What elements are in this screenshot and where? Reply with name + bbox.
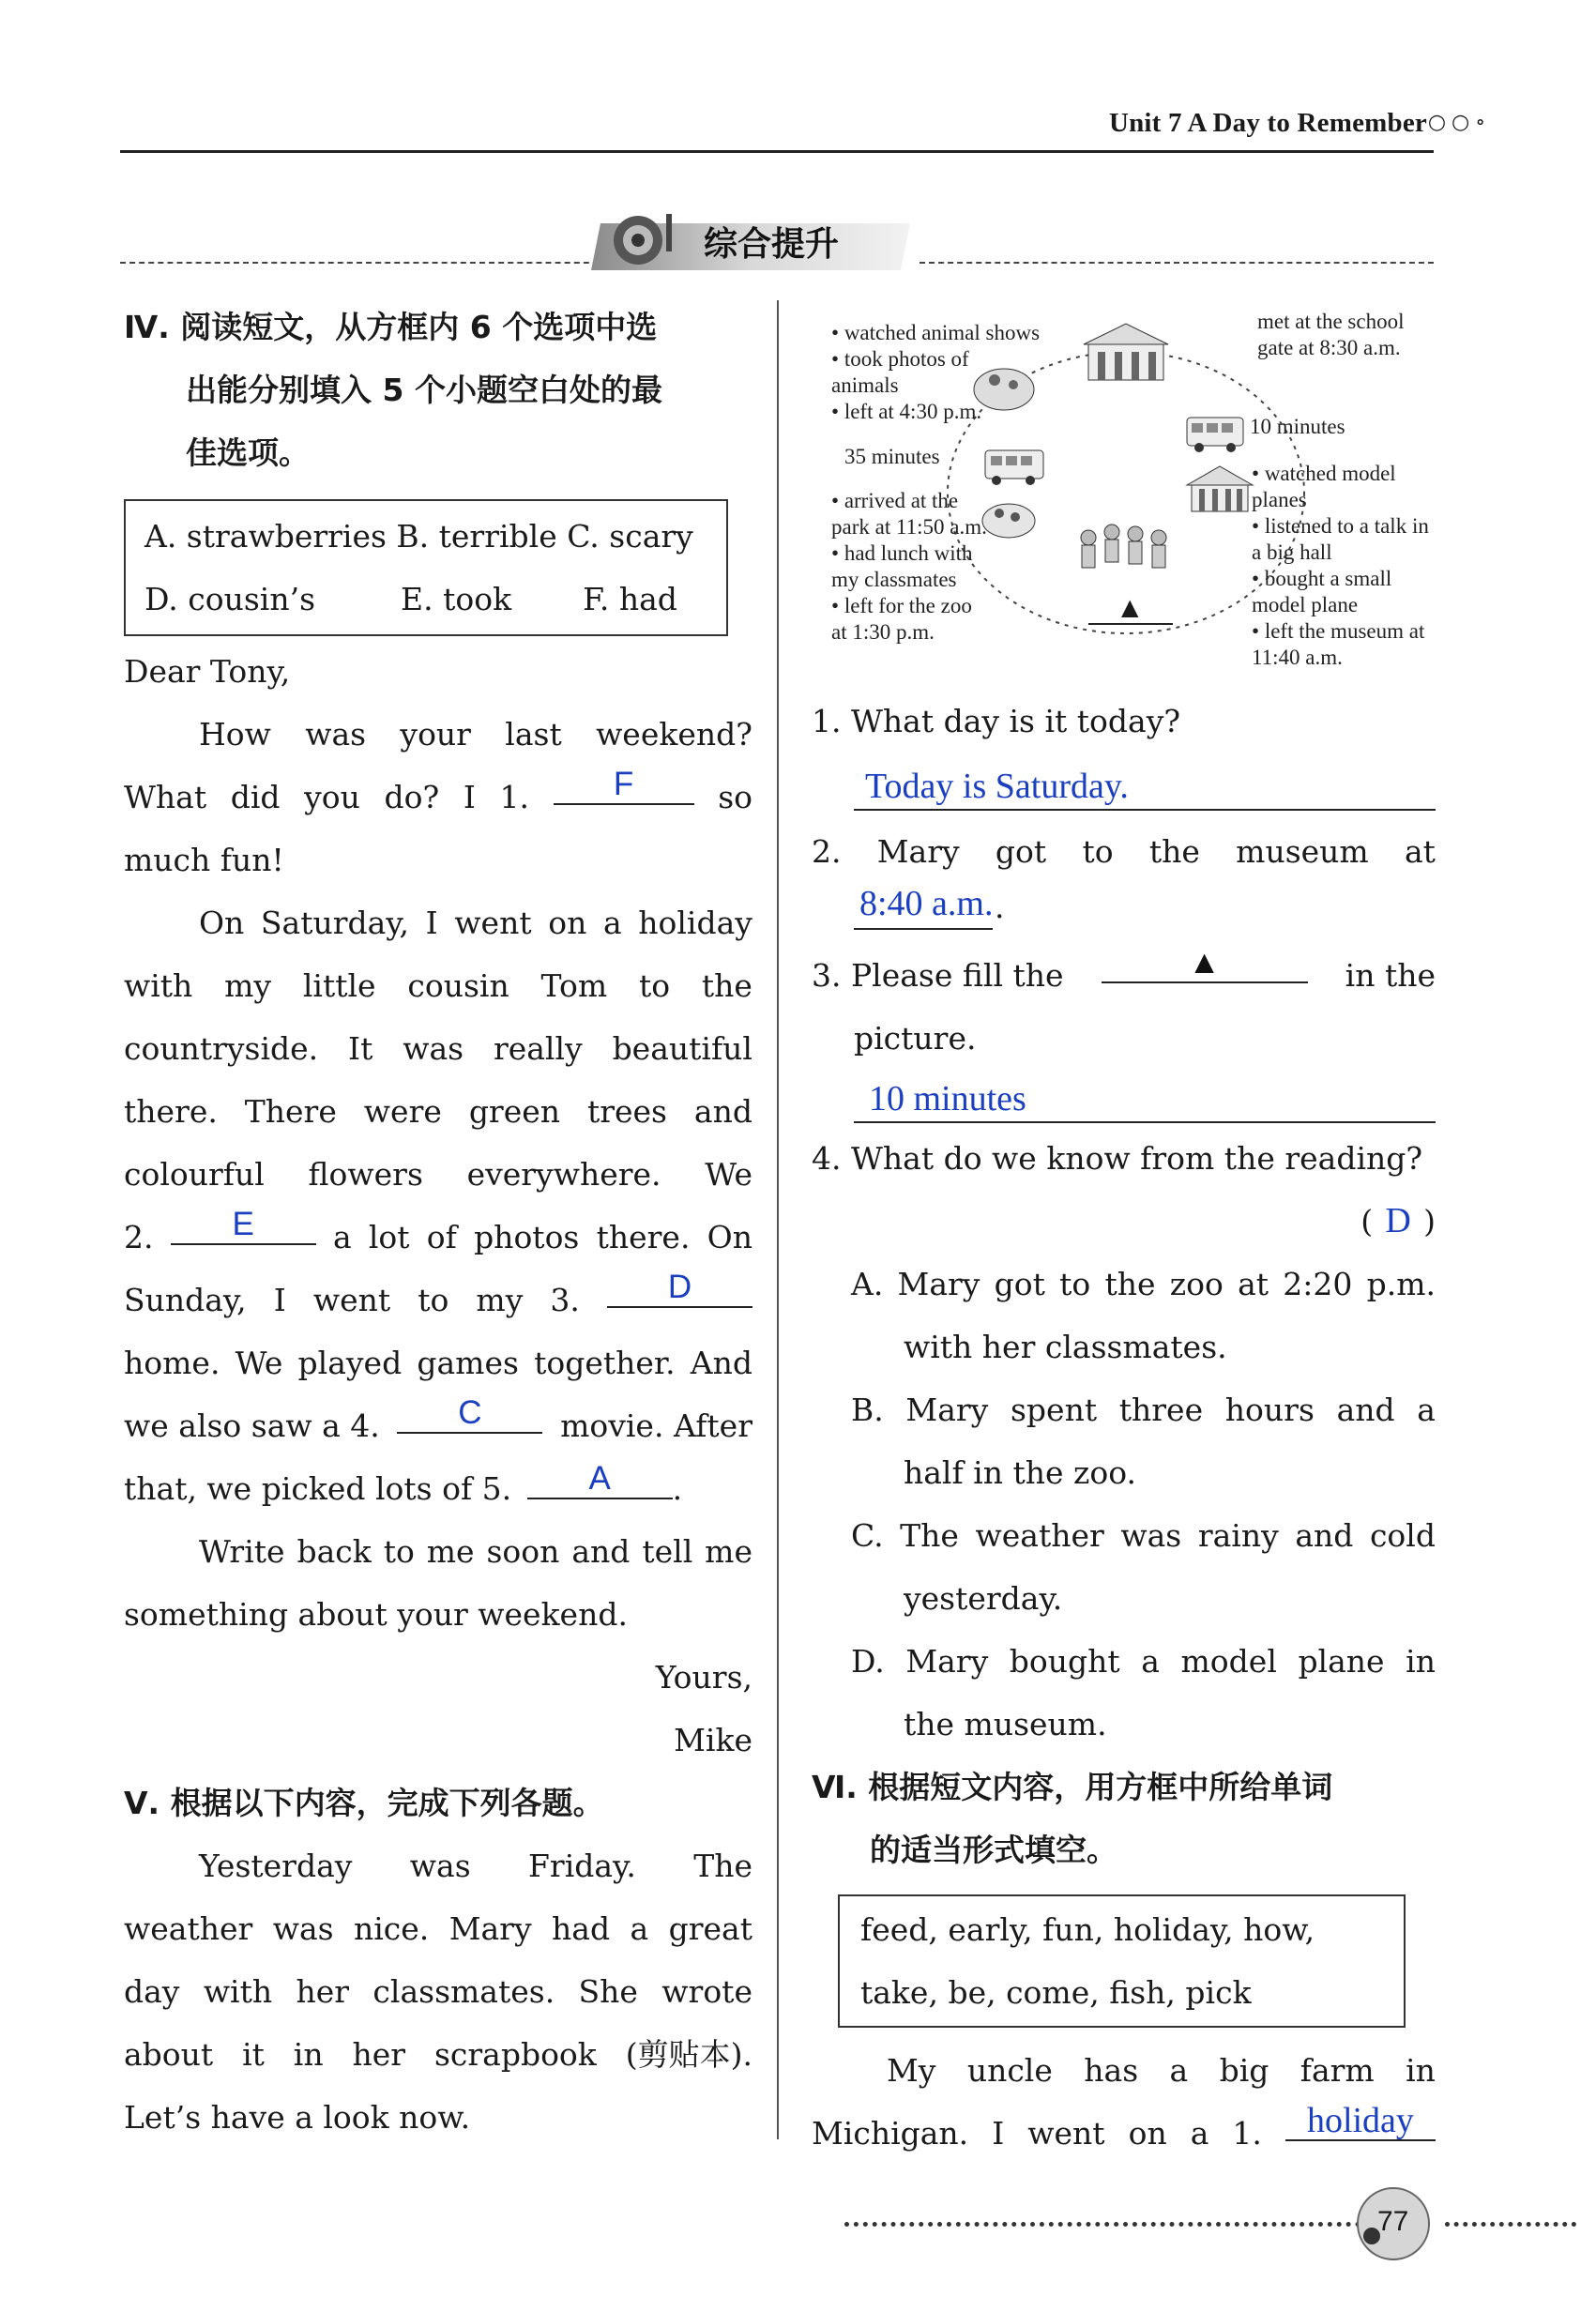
school-building-icon [1084,324,1168,380]
letter-line [124,1269,752,1331]
word: On [199,905,245,941]
answer-2-line[interactable] [854,883,1436,935]
question-3-blank[interactable] [1102,944,1308,983]
word: 2:20 [1283,1266,1353,1302]
word: uncle [966,2052,1053,2089]
diagram-item: • had lunch with my classmates [831,540,991,593]
word: It [348,1030,373,1067]
word: to [418,1282,449,1318]
word: spent [1010,1392,1098,1428]
options-box [124,499,728,636]
footer-dots-right [1445,2222,1576,2227]
word: 1. [1232,2115,1262,2152]
letter-line [124,891,752,954]
word: in [293,2036,324,2073]
word: that, we picked lots of 5. [124,1470,512,1507]
word: Write [199,1533,285,1570]
word: was [409,1848,471,1884]
word: She [578,1973,638,2010]
word: museum [1236,833,1369,870]
section6-answer-1: holiday [1306,2101,1414,2140]
word: got [995,833,1047,870]
word: (剪贴本). [625,2036,752,2073]
answer-3: D [667,1269,692,1305]
word: did [230,779,281,815]
word: Saturday, [260,905,410,941]
options-row2 [144,568,707,631]
word: hours [1224,1392,1315,1428]
word: wrote [661,1973,752,2010]
section4-heading [124,296,752,484]
word: weather [975,1517,1104,1554]
word: little [302,967,376,1004]
word: Sunday, [124,1282,247,1318]
word: Mary [905,1643,989,1680]
word: the [1104,1266,1156,1302]
word: cold [1369,1517,1436,1554]
answer-4-text: D [1385,1201,1411,1240]
word: great [668,1910,752,1947]
letter-line [124,1080,752,1143]
option-b [812,1378,1436,1441]
word: with [203,1973,273,2010]
header-rule [120,150,1434,153]
section6-line [812,2039,1436,2102]
left-column [124,296,752,2149]
word: the [701,967,752,1004]
letter-line [124,766,752,829]
word: and [1336,1392,1395,1428]
day-diagram [816,305,1436,680]
word: a [1169,2052,1189,2089]
word: nice. [353,1910,430,1947]
section5-line: Let’s have a look now. [124,2099,471,2136]
word: 1. [499,779,529,815]
word: do? [384,779,440,815]
letter-line [124,1331,752,1394]
word: were [363,1093,442,1130]
section6-heading-line2: 的适当形式填空。 [870,1832,1117,1868]
diagram-item: • listened to a talk in a big hall [1252,513,1436,566]
bus-left-icon [985,450,1043,485]
word: zoo [1169,1266,1224,1302]
letter-line [124,1520,752,1583]
answer-2-period: . [995,889,1005,925]
diagram-top-left-text [831,320,1066,425]
word: Mary [905,1392,989,1428]
question-3-line2: picture. [854,1020,977,1057]
section5-line [124,2023,752,2086]
section6-heading-line1: Ⅵ. 根据短文内容，用方框中所给单词 [812,1769,1333,1805]
word: last [505,716,562,753]
diagram-item: • bought a small model plane [1252,566,1436,618]
word: a [332,1219,352,1255]
word: Friday. [528,1848,636,1884]
diagram-time-right: 10 minutes [1250,415,1345,438]
word: at [1238,1266,1269,1302]
word: a [1417,1392,1436,1428]
letter-greeting: Dear Tony, [124,653,291,690]
word: There [244,1093,337,1130]
question-2 [812,820,1436,883]
word: about [124,2036,214,2073]
blank-3[interactable] [607,1269,752,1308]
word: C. [851,1517,884,1554]
word: really [493,1030,583,1067]
word: went [1027,2115,1105,2152]
word: back [296,1533,372,1570]
option-b-line2: half in the zoo. [904,1454,1137,1491]
word: 3. [550,1282,580,1318]
word: My [887,2052,936,2089]
word: weather [124,1910,253,1947]
word: On [707,1219,752,1255]
word: my [224,967,272,1004]
option-d: D. cousin’s [144,581,316,617]
answer-1: F [613,766,634,802]
option-c-line2: yesterday. [904,1580,1063,1617]
word: We [705,1156,752,1193]
option-f: F. had [583,581,677,617]
diagram-top-right-text: met at the school gate at 8:30 a.m. [1257,310,1405,359]
word: holiday [638,905,752,941]
letter-line [124,1206,752,1269]
word: We [235,1345,283,1381]
letter-line [124,1017,752,1080]
banner-title: 综合提升 [704,225,840,264]
header-dots-icon: ○○∘ [1427,111,1491,134]
section6-line [812,2102,1436,2165]
word: classmates. [372,1973,555,2010]
option-d [812,1630,1436,1693]
word: you [304,779,360,815]
dash-rule-right [920,262,1434,264]
diagram-item: • left the museum at 11:40 a.m. [1252,618,1436,671]
word: so [718,779,752,815]
word: there. [596,1219,691,1255]
letter-line [124,954,752,1017]
letter-line: much fun! [124,842,284,878]
letter-line [124,1394,752,1457]
diagram-mid-right-text [1252,461,1436,671]
answer-3-line[interactable] [854,1070,1436,1123]
question-4: 4. What do we know from the reading? [812,1140,1423,1177]
word: Mary [876,833,960,870]
word: her [352,2036,406,2073]
unit-header-title: Unit 7 A Day to Remember [1108,108,1427,138]
word: and [693,1093,752,1130]
word: weekend? [596,716,752,753]
word: p.m. [1366,1266,1436,1302]
diagram-item: • left at 4:30 p.m. [831,399,1066,425]
word: your [400,716,471,753]
word: the [1148,833,1200,870]
word: three [1118,1392,1204,1428]
word: How [199,716,271,753]
section5-line [124,1897,752,1960]
right-column-questions [812,690,1436,2165]
options-row1: A. strawberries B. terrible C. scary [144,518,693,555]
word: a [602,905,622,941]
word: in [1406,1643,1436,1680]
bracket-close: ) [1423,1203,1436,1240]
word: went [312,1282,391,1318]
word: of [426,1219,457,1255]
option-e: E. took [401,581,512,617]
word: trees [586,1093,667,1130]
diagram-marker-triangle: ▲ [1121,594,1139,620]
blank-1[interactable] [554,766,694,805]
word: bought [1009,1643,1120,1680]
section4-heading-line2: 出能分别填入 5 个小题空白处的最 [186,372,662,408]
section5-heading: Ⅴ. 根据以下内容，完成下列各题。 [124,1785,604,1821]
word: a [1190,2115,1209,2152]
section5-line [124,1960,752,2023]
word: movie. After [560,1407,752,1444]
word: What [124,779,207,815]
word: scrapbook [433,2036,597,2073]
word: green [468,1093,561,1130]
option-a-line2: with her classmates. [904,1329,1227,1365]
word: rainy [1197,1517,1279,1554]
word: and [1295,1517,1354,1554]
word: was [1120,1517,1182,1554]
word: 2. [812,833,842,870]
word-box [838,1894,1406,2028]
diagram-item: • watched model planes [1252,461,1402,513]
section4-heading-line3: 佳选项。 [186,434,310,471]
letter-line: something about your weekend. [124,1596,628,1633]
column-divider [777,300,779,2139]
word: D. [851,1643,885,1680]
diagram-item: • left for the zoo at 1:30 p.m. [831,593,991,646]
word: farm [1300,2052,1375,2089]
word: went [454,905,532,941]
word: and [571,1533,631,1570]
word-box-line1: feed, early, fun, holiday, how, [860,1911,1315,1948]
letter-line [124,1457,752,1520]
word: big [1219,2052,1269,2089]
blank-2[interactable] [171,1206,316,1245]
letter-line [124,703,752,766]
word: I [992,2115,1005,2152]
option-a [812,1253,1436,1316]
answer-1-text: Today is Saturday. [865,767,1129,806]
answer-1-line[interactable] [854,753,1436,811]
diagram-item: • watched animal shows [831,320,1066,346]
blank-5[interactable] [527,1460,673,1499]
word: her [296,1973,350,2010]
word: was [272,1910,334,1947]
section-banner [582,205,920,275]
word: I [425,905,438,941]
word: to [1082,833,1114,870]
word: was [305,716,367,753]
word: to [638,967,671,1004]
word: tell [642,1533,693,1570]
answer-4: C [458,1394,482,1431]
word: 2. [124,1219,154,1255]
word: model [1180,1643,1277,1680]
word: to [1059,1266,1091,1302]
word: Tom [540,967,608,1004]
word: together. [534,1345,676,1381]
word: I [463,779,476,815]
footer-dots-left [844,2222,1370,2227]
answer-2: E [232,1206,254,1242]
answer-2-text: 8:40 a.m. [859,884,994,923]
word: it [242,2036,265,2073]
word: me [705,1533,752,1570]
diagram-mid-left-text [831,488,991,646]
page-number: 77 [1377,2206,1409,2237]
word: And [690,1345,752,1381]
word: countryside. [124,1030,319,1067]
word: in [1406,2052,1436,2089]
word: played [297,1345,403,1381]
word: beautiful [612,1030,752,1067]
triangle-marker-icon: ▲ [1188,944,1221,981]
word: a [1141,1643,1160,1680]
word: colourful [124,1156,265,1193]
word: The [693,1848,752,1884]
letter-signature: Mike [674,1722,752,1758]
word: photos [474,1219,580,1255]
bracket-open: ( [1360,1203,1374,1240]
diagram-item: • took photos of animals [831,346,1010,399]
word: at [1405,833,1436,870]
word: everywhere. [466,1156,661,1193]
answer-3-text: 10 minutes [869,1079,1026,1118]
word: day [124,1973,180,2010]
section5-line [124,1834,752,1897]
word: soon [486,1533,560,1570]
diagram-item: • arrived at the park at 11:50 a.m. [831,488,991,540]
word: my [476,1282,524,1318]
option-c [812,1504,1436,1567]
word: on [1128,2115,1167,2152]
option-d-line2: the museum. [904,1706,1107,1742]
word: . [672,1470,683,1507]
word: we also saw a 4. [124,1407,380,1444]
word: Mary [897,1266,980,1302]
word: flowers [308,1156,423,1193]
dash-rule-left [120,262,608,264]
diagram-time-left: 35 minutes [844,445,940,468]
letter [124,640,752,1772]
museum-building-icon [1187,466,1253,511]
word: Michigan. [812,2115,969,2152]
word: me [426,1533,475,1570]
word: The [900,1517,959,1554]
word: had [552,1910,611,1947]
word: Mary [448,1910,532,1947]
section4-heading-line1: Ⅳ. 阅读短文，从方框内 6 个选项中选 [124,309,658,345]
word: has [1084,2052,1139,2089]
word: lot [368,1219,410,1255]
question-1: 1. What day is it today? [812,703,1181,739]
section6-blank-1[interactable] [1285,2102,1436,2141]
page-number-badge [1351,2182,1436,2266]
word: a [630,1910,649,1947]
letter-closing: Yours, [655,1659,752,1696]
word: Yesterday [199,1848,353,1884]
question-3 [812,944,1436,1007]
word: to [383,1533,415,1570]
word: I [273,1282,286,1318]
word-box-line2: take, be, come, fish, pick [860,1974,1252,2011]
word: plane [1298,1643,1385,1680]
answer-5: A [588,1460,611,1497]
question-4-bracket[interactable] [812,1190,1436,1253]
word: B. [851,1392,884,1428]
word: home. [124,1345,220,1381]
word: cousin [407,967,509,1004]
children-group-icon [1081,525,1166,568]
bus-right-icon [1187,418,1243,452]
word: on [548,905,587,941]
word: in the [1345,957,1436,994]
word: got [994,1266,1045,1302]
word: 3. Please fill the [812,957,1064,994]
blank-4[interactable] [397,1394,542,1434]
letter-line [124,1143,752,1206]
word: there. [124,1093,218,1130]
word: with [124,967,193,1004]
word: was [403,1030,464,1067]
word: A. [851,1266,884,1302]
word: games [417,1345,519,1381]
